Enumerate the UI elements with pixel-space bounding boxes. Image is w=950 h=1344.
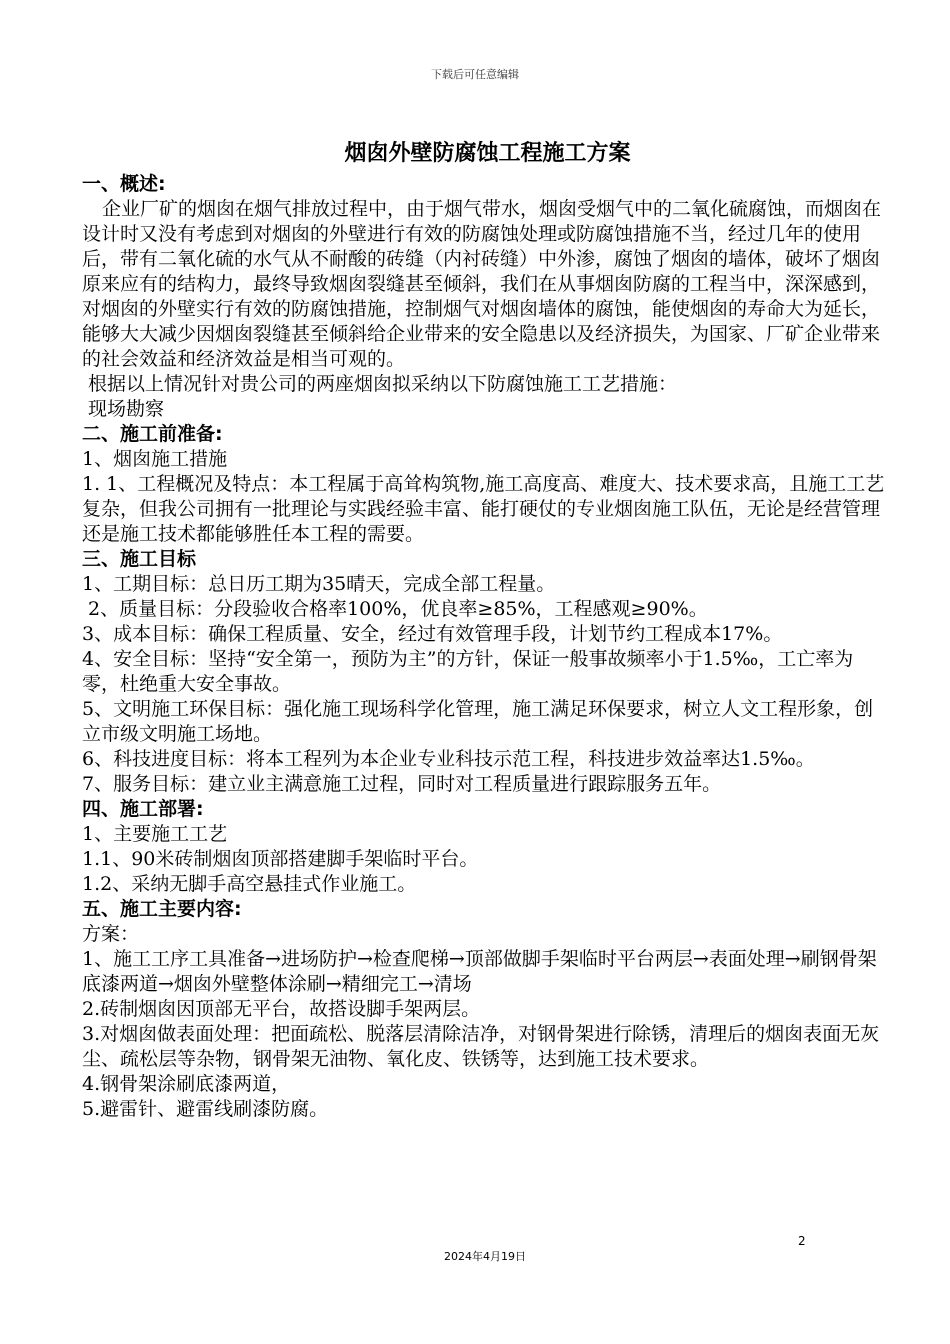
goal-item: 7、服务目标：建立业主满意施工过程，同时对工程质量进行跟踪服务五年。 [82, 773, 722, 795]
page-header-note: 下载后可任意编辑 [431, 68, 519, 81]
main-content-item: 1、施工工序工具准备→进场防护→检查爬梯→顶部做脚手架临时平台两层→表面处理→刷钢骨架底漆两道→烟囱外壁整体涂刷→精细完工→清场 [82, 948, 877, 995]
deployment-item: 1、主要施工工艺 [82, 823, 228, 845]
deployment-item: 1.2、采纳无脚手高空悬挂式作业施工。 [82, 873, 417, 895]
main-content-item: 5.避雷针、避雷线刷漆防腐。 [82, 1098, 329, 1120]
main-content-item: 4.钢骨架涂刷底漆两道， [82, 1073, 291, 1095]
site-survey-line: 现场勘察 [88, 398, 165, 420]
section-heading-goals: 三、施工目标 [82, 548, 197, 570]
main-content-item: 方案： [82, 923, 140, 945]
footer-date: 2024年4月19日 [444, 1250, 526, 1263]
page-number: 2 [798, 1234, 806, 1248]
goal-item: 4、安全目标：坚持“安全第一，预防为主”的方针，保证一般事故频率小于1.5‰，工亡率为零，杜绝重大安全事故。 [82, 648, 854, 695]
overview-paragraph: 企业厂矿的烟囱在烟气排放过程中，由于烟气带水，烟囱受烟气中的二氧化硫腐蚀，而烟囱在设计时又没有考虑到对烟囱的外壁进行有效的防腐蚀处理或防腐蚀措施不当，经过几年的使用后，带有二氧化硫的水气从不耐酸的砖缝（内衬砖缝）中外渗，腐蚀了烟囱的墙体，破坏了烟囱原来应有的结构力，最终导致烟囱裂缝甚至倾斜，我们在从事烟囱防腐的工程当中，深深感到，对烟囱的外壁实行有效的防腐蚀措施，控制烟气对烟囱墙体的腐蚀，能使烟囱的寿命大为延长，能够大大减少因烟囱裂缝甚至倾斜给企业带来的安全隐患以及经济损失，为国家、厂矿企业带来的社会效益和经济效益是相当可观的。 [82, 198, 882, 370]
section-heading-preparation: 二、施工前准备: [82, 423, 223, 445]
goal-item: 1、工期目标：总日历工期为35晴天，完成全部工程量。 [82, 573, 556, 595]
main-content-item: 3.对烟囱做表面处理：把面疏松、脱落层清除洁净，对钢骨架进行除锈，清理后的烟囱表面无灰尘、疏松层等杂物，钢骨架无油物、氧化皮、铁锈等，达到施工技术要求。 [82, 1023, 880, 1070]
section-heading-main-content: 五、施工主要内容: [82, 898, 242, 920]
section-heading-overview: 一、概述: [82, 173, 166, 195]
goal-item: 5、文明施工环保目标：强化施工现场科学化管理，施工满足环保要求，树立人文工程形象，创立市级文明施工场地。 [82, 698, 874, 745]
goal-item: 6、科技进度目标：将本工程列为本企业专业科技示范工程，科技进步效益率达1.5‰。 [82, 748, 815, 770]
document-body [82, 172, 888, 1122]
section-heading-deployment: 四、施工部署: [82, 798, 204, 820]
deployment-item: 1.1、90米砖制烟囱顶部搭建脚手架临时平台。 [82, 848, 479, 870]
goal-item: 3、成本目标：确保工程质量、安全，经过有效管理手段，计划节约工程成本17%。 [82, 623, 783, 645]
overview-plan-line: 根据以上情况针对贵公司的两座烟囱拟采纳以下防腐蚀施工工艺措施： [88, 373, 678, 395]
document-title: 烟囱外壁防腐蚀工程施工方案 [344, 141, 631, 166]
main-content-item: 2.砖制烟囱因顶部无平台，故搭设脚手架两层。 [82, 998, 481, 1020]
preparation-item: 1. 1、工程概况及特点：本工程属于高耸构筑物,施工高度高、难度大、技术要求高，且施工工艺复杂，但我公司拥有一批理论与实践经验丰富、能打硬仗的专业烟囱施工队伍，无论是经营管理还是施工技术都能够胜任本工程的需要。 [82, 473, 885, 545]
goal-item: 2、质量目标：分段验收合格率100%，优良率≥85%，工程感观≥90%。 [88, 598, 708, 620]
preparation-item: 1、烟囱施工措施 [82, 448, 228, 470]
